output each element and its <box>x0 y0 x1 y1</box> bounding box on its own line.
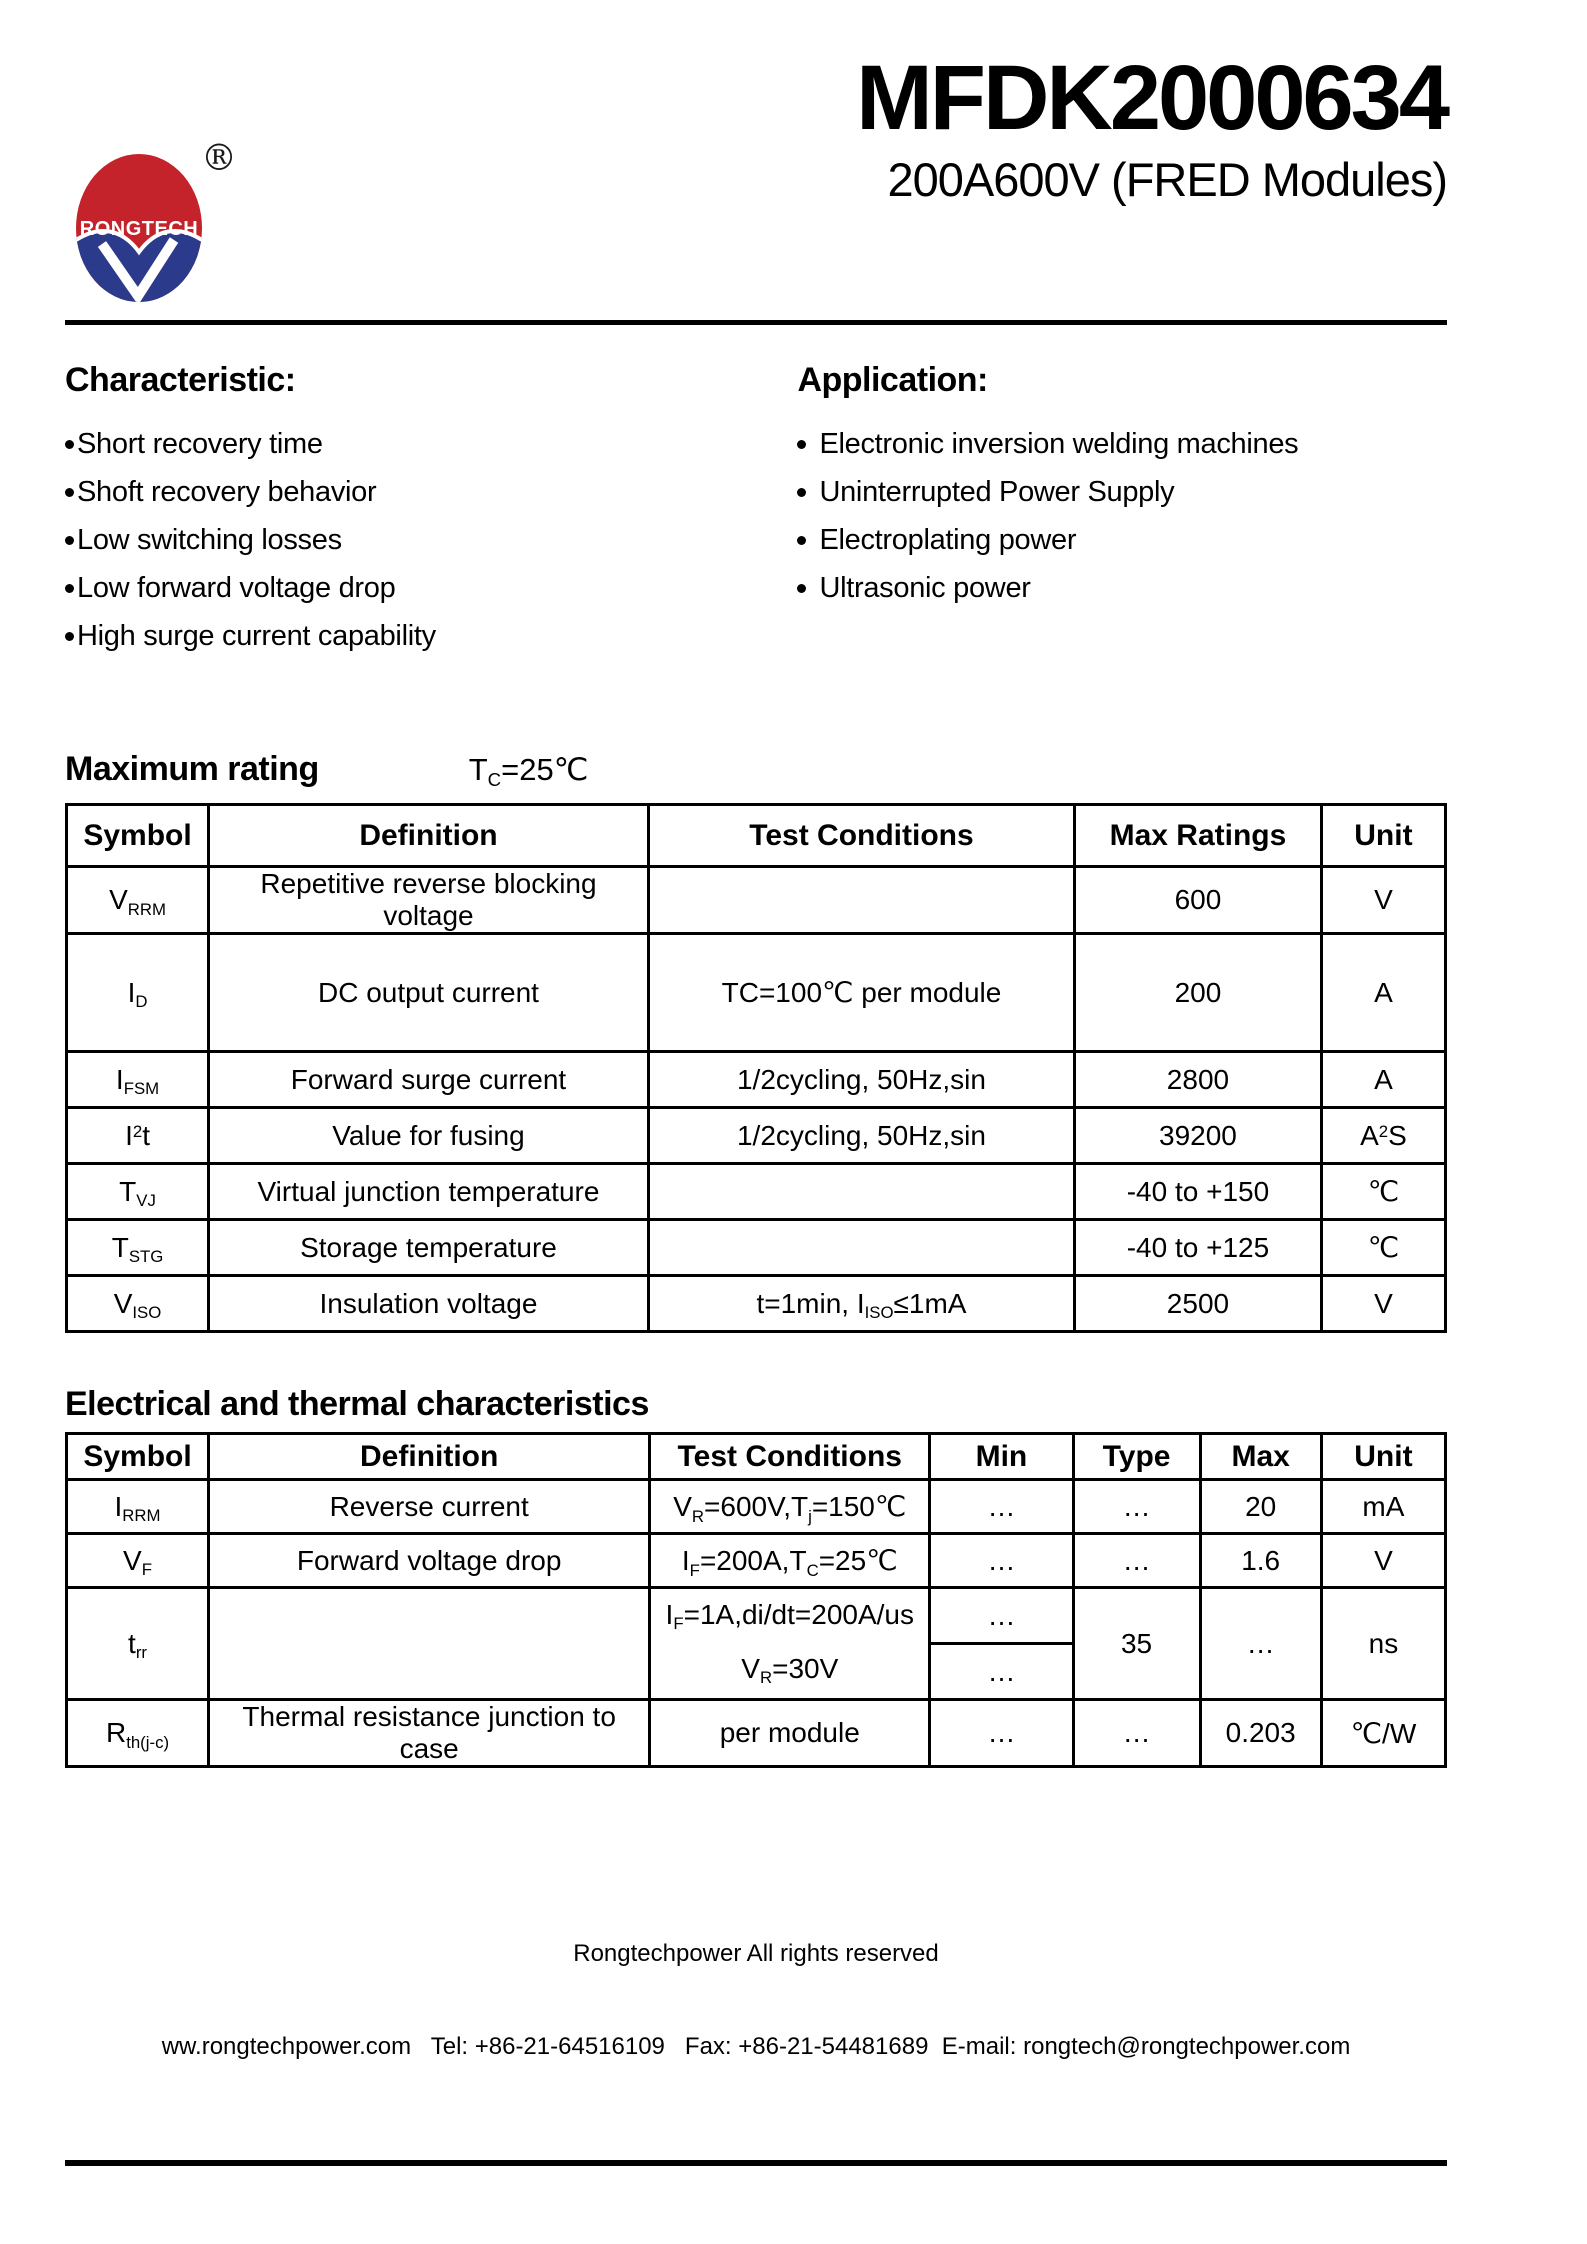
definition-cell: DC output current <box>209 934 649 1052</box>
registered-mark-icon: ® <box>201 138 237 179</box>
list-item <box>797 516 1447 564</box>
bullet-icon <box>65 584 74 593</box>
page-subtitle: 200A600V (FRED Modules) <box>887 153 1447 206</box>
list-item <box>65 468 797 516</box>
symbol-cell: $R_{th(j-c)}$ <box>67 1700 209 1767</box>
max-rating-condition: $T_C=25℃$ <box>468 752 589 791</box>
list-item <box>797 468 1447 516</box>
rongtech-logo <box>73 138 237 304</box>
rongtech-logo-icon <box>73 152 205 304</box>
table-row <box>67 1534 1446 1588</box>
unit-cell: A <box>1321 934 1445 1052</box>
contact-text: ww.rongtechpower.com Tel: +86-21-64516109 Fax: +86-21-54481689 E-mail: rongtech@rongtechpower.com <box>161 2033 1351 2060</box>
max-cell: 20 <box>1200 1480 1321 1534</box>
max-rating-heading: Maximum rating <box>65 750 319 788</box>
column-header: Max Ratings <box>1075 805 1322 867</box>
list-item-label: Uninterrupted Power Supply <box>819 475 1175 508</box>
symbol-cell: $V_{ISO}$ <box>67 1276 209 1332</box>
max-cell: 0.203 <box>1200 1700 1321 1767</box>
list-item-label: Shoft recovery behavior <box>77 475 377 508</box>
max-ratings-cell: 2800 <box>1075 1052 1322 1108</box>
definition-cell: Reverse current <box>209 1480 650 1534</box>
characteristic-list <box>65 420 797 660</box>
type-cell: 35 <box>1073 1588 1200 1700</box>
symbol-cell: $T_{STG}$ <box>67 1220 209 1276</box>
list-item <box>65 420 797 468</box>
header <box>65 0 1447 320</box>
list-item-label: Ultrasonic power <box>819 571 1031 604</box>
column-header: Definition <box>209 805 649 867</box>
min-cell: … <box>930 1480 1073 1534</box>
table-row <box>67 1480 1446 1534</box>
table-row <box>67 1220 1446 1276</box>
column-header: Test Conditions <box>648 805 1074 867</box>
test-conditions-cell: 1/2cycling, 50Hz,sin <box>648 1108 1074 1164</box>
column-header: Type <box>1073 1434 1200 1480</box>
list-item-label: High surge current capability <box>77 619 436 652</box>
table-row <box>67 867 1446 934</box>
max-ratings-cell: -40 to +125 <box>1075 1220 1322 1276</box>
logo-text: RONGTECH <box>79 218 199 240</box>
type-cell: … <box>1073 1534 1200 1588</box>
list-item-label: Electronic inversion welding machines <box>819 427 1299 460</box>
unit-cell: V <box>1321 1534 1445 1588</box>
electrical-heading: Electrical and thermal characteristics <box>65 1385 649 1423</box>
bullet-icon <box>65 440 74 449</box>
application-heading: Application: <box>797 361 988 399</box>
list-item <box>797 564 1447 612</box>
table-row <box>67 1276 1446 1332</box>
unit-cell: $A^2S$ <box>1321 1108 1445 1164</box>
unit-cell: mA <box>1321 1480 1445 1534</box>
column-header: Symbol <box>67 805 209 867</box>
list-item-label: Short recovery time <box>77 427 323 460</box>
max-rating-table <box>65 803 1447 1333</box>
header-row <box>67 805 1446 867</box>
list-item-label: Low forward voltage drop <box>77 571 396 604</box>
table-row <box>67 1700 1446 1767</box>
bullet-icon <box>65 632 74 641</box>
test-conditions-cell: t=1min, $I_{ISO}\le 1mA$ <box>648 1276 1074 1332</box>
list-item-label: Low switching losses <box>77 523 342 556</box>
symbol-cell: $t_{rr}$ <box>67 1588 209 1700</box>
column-header: Unit <box>1321 805 1445 867</box>
characteristic-heading: Characteristic: <box>65 361 296 399</box>
definition-cell: Forward surge current <box>209 1052 649 1108</box>
page-title: MFDK2000634 <box>856 47 1447 149</box>
bullet-icon <box>65 536 74 545</box>
table-row <box>67 1164 1446 1220</box>
max-cell: … <box>1200 1588 1321 1700</box>
min-cell: … <box>930 1700 1073 1767</box>
test-conditions-cell: per module <box>650 1700 930 1767</box>
definition-cell: Insulation voltage <box>209 1276 649 1332</box>
definition-cell: Value for fusing <box>209 1108 649 1164</box>
bullet-icon <box>797 440 806 449</box>
symbol-cell: $I^2t$ <box>67 1108 209 1164</box>
unit-cell: ℃ <box>1321 1220 1445 1276</box>
copyright-text: Rongtechpower All rights reserved <box>573 1940 939 1967</box>
feature-sections <box>65 361 1447 660</box>
column-header: Unit <box>1321 1434 1445 1480</box>
test-conditions-cell: TC=100℃ per module <box>648 934 1074 1052</box>
header-rule <box>65 320 1447 325</box>
application-section <box>797 361 1447 660</box>
list-item <box>65 612 797 660</box>
table-row <box>67 1588 1446 1644</box>
min-cell: … <box>930 1534 1073 1588</box>
type-cell: … <box>1073 1480 1200 1534</box>
table-row <box>67 934 1446 1052</box>
title-block <box>856 47 1447 207</box>
bullet-icon <box>797 584 806 593</box>
test-conditions-cell: 1/2cycling, 50Hz,sin <box>648 1052 1074 1108</box>
unit-cell: ℃/W <box>1321 1700 1445 1767</box>
min-cell: … <box>930 1644 1073 1700</box>
test-conditions-cell <box>648 867 1074 934</box>
unit-cell: ns <box>1321 1588 1445 1700</box>
bottom-rule <box>65 2160 1447 2166</box>
footer <box>65 1876 1447 2124</box>
definition-cell: Forward voltage drop <box>209 1534 650 1588</box>
symbol-cell: $T_{VJ}$ <box>67 1164 209 1220</box>
test-conditions-cell <box>648 1220 1074 1276</box>
list-item <box>65 516 797 564</box>
type-cell: … <box>1073 1700 1200 1767</box>
max-ratings-cell: 200 <box>1075 934 1322 1052</box>
column-header: Test Conditions <box>650 1434 930 1480</box>
list-item-label: Electroplating power <box>819 523 1077 556</box>
max-ratings-cell: 2500 <box>1075 1276 1322 1332</box>
max-rating-heading-row <box>65 750 1447 789</box>
symbol-cell: $I_D$ <box>67 934 209 1052</box>
symbol-cell: $I_{RRM}$ <box>67 1480 209 1534</box>
min-cell: … <box>930 1588 1073 1644</box>
definition-cell: Virtual junction temperature <box>209 1164 649 1220</box>
table-row <box>67 1108 1446 1164</box>
list-item <box>797 420 1447 468</box>
max-ratings-cell: 600 <box>1075 867 1322 934</box>
test-conditions-cell: $I_F=1A,di/dt=200A/us$ $V_R=30V$ <box>650 1588 930 1700</box>
bullet-icon <box>797 536 806 545</box>
characteristic-section <box>65 361 797 660</box>
header-row <box>67 1434 1446 1480</box>
definition-cell: Thermal resistance junction to case <box>209 1700 650 1767</box>
electrical-table <box>65 1432 1447 1768</box>
definition-cell: Storage temperature <box>209 1220 649 1276</box>
unit-cell: ℃ <box>1321 1164 1445 1220</box>
symbol-cell: $V_F$ <box>67 1534 209 1588</box>
column-header: Definition <box>209 1434 650 1480</box>
table-row <box>67 1052 1446 1108</box>
column-header: Symbol <box>67 1434 209 1480</box>
unit-cell: V <box>1321 1276 1445 1332</box>
unit-cell: A <box>1321 1052 1445 1108</box>
test-conditions-cell <box>648 1164 1074 1220</box>
column-header: Min <box>930 1434 1073 1480</box>
bullet-icon <box>65 488 74 497</box>
definition-cell <box>209 1588 650 1700</box>
symbol-cell: $V_{RRM}$ <box>67 867 209 934</box>
application-list <box>797 420 1447 612</box>
test-conditions-cell: $V_R=600V,T_j=150℃$ <box>650 1480 930 1534</box>
test-conditions-cell: $I_F=200A,T_C=25℃$ <box>650 1534 930 1588</box>
definition-cell: Repetitive reverse blocking voltage <box>209 867 649 934</box>
max-ratings-cell: 39200 <box>1075 1108 1322 1164</box>
max-ratings-cell: -40 to +150 <box>1075 1164 1322 1220</box>
page-content <box>65 0 1447 2166</box>
symbol-cell: $I_{FSM}$ <box>67 1052 209 1108</box>
unit-cell: V <box>1321 867 1445 934</box>
list-item <box>65 564 797 612</box>
max-cell: 1.6 <box>1200 1534 1321 1588</box>
bullet-icon <box>797 488 806 497</box>
column-header: Max <box>1200 1434 1321 1480</box>
